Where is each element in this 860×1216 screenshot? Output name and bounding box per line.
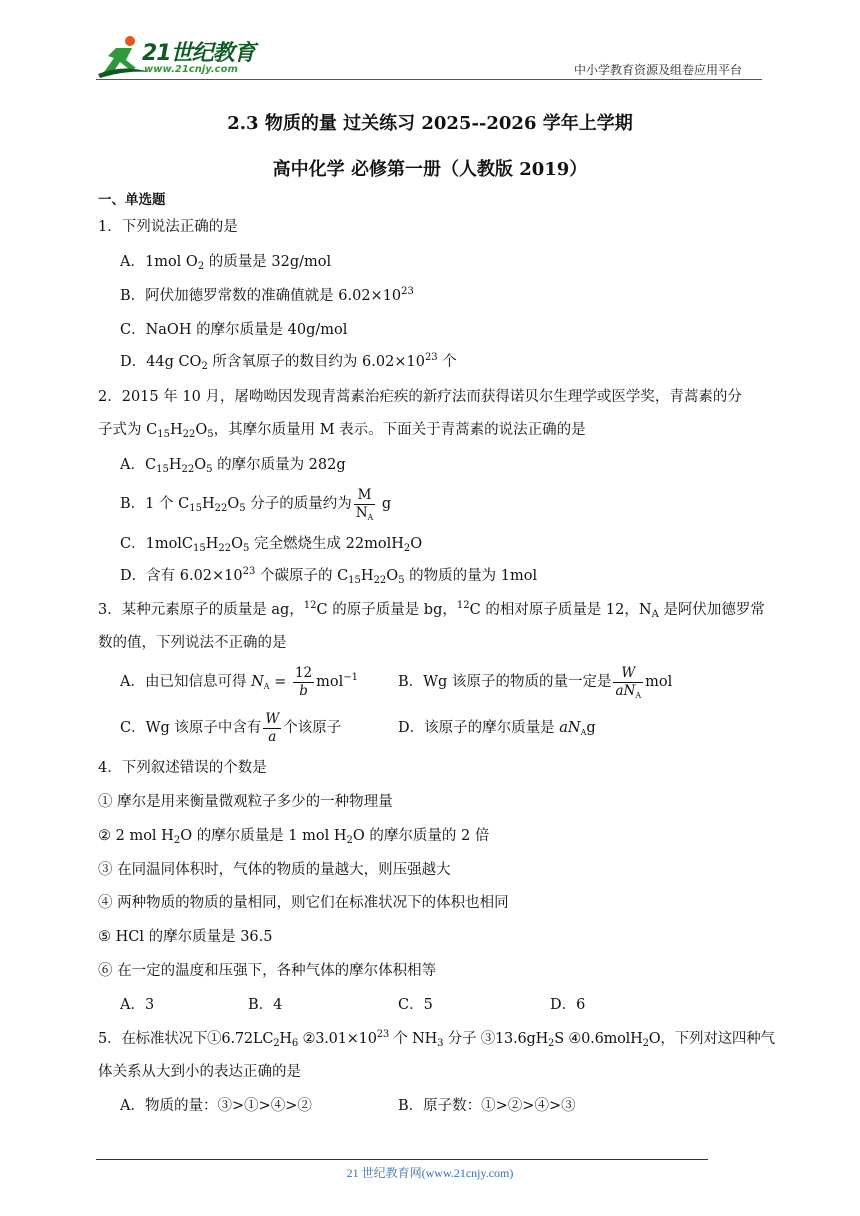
q2-b-fraction: $\frac{M}{N_A}$ bbox=[355, 486, 374, 522]
logo-url: www.21cnjy.com bbox=[144, 64, 238, 75]
q5-option-b: B．原子数：①>②>④>③ bbox=[398, 1098, 576, 1114]
footer-text: 21 世纪教育网(www.21cnjy.com) bbox=[346, 1166, 514, 1180]
q4-option-b: B．4 bbox=[248, 997, 283, 1013]
title-line-2: 高中化学 必修第一册（人教版 2019） bbox=[272, 159, 588, 180]
q3-b-fraction: $\frac{W}{aN_A}$ bbox=[615, 664, 642, 700]
q2-stem-line-2: 子式为 $C_{15}H_{22}O_5$，其摩尔质量用 M 表示。下面关于青蒿素的说法正确的是 bbox=[98, 422, 586, 440]
q2-option-b: B．1 个 $C_{15}H_{22}O_5$ 分子的质量约为 $\frac{M}{N_A}$ g bbox=[120, 486, 392, 522]
q3-c-fraction: $\frac{W}{a}$ bbox=[265, 710, 280, 745]
platform-name: 中小学教育资源及组卷应用平台 bbox=[574, 63, 743, 77]
q4-stem: 4．下列叙述错误的个数是 bbox=[98, 760, 267, 776]
q4-statement-6: ⑥ 在一定的温度和压强下，各种气体的摩尔体积相等 bbox=[98, 963, 437, 979]
q4-statement-4: ④ 两种物质的物质的量相同，则它们在标准状况下的体积也相同 bbox=[98, 895, 509, 911]
q3-stem-line-1: 3．某种元素原子的质量是 ag，$^{12}$C 的原子质量是 bg，$^{12}$C 的相对原子质量是 12，$N_A$ 是阿伏加德罗常 bbox=[98, 600, 765, 620]
section-heading: 一、单选题 bbox=[98, 192, 166, 208]
q1-option-a: A．1mol $O_2$ 的质量是 32g/mol bbox=[120, 254, 332, 272]
q3-option-d: D．该原子的摩尔质量是 $aN_Ag$ bbox=[398, 720, 596, 737]
header-logo bbox=[96, 34, 266, 80]
q1-option-c: C．NaOH 的摩尔质量是 40g/mol bbox=[120, 322, 348, 338]
q2-option-d: D．含有 $6.02\times 10^{23}$ 个碳原子的 $C_{15}H_{22}O_5$ 的物质的量为 1mol bbox=[120, 566, 538, 586]
q3-option-a: A．由已知信息可得 $N_A$ = $\frac{12}{b}$ mol$^{-1}$ bbox=[120, 664, 358, 699]
title-line-1: 2.3 物质的量 过关练习 2025--2026 学年上学期 bbox=[227, 113, 633, 134]
q4-statement-2: ② 2 mol $H_2O$ 的摩尔质量是 1 mol $H_2O$ 的摩尔质量的 2 倍 bbox=[98, 828, 490, 846]
q3-option-c: C．Wg 该原子中含有 $\frac{W}{a}$ 个该原子 bbox=[120, 710, 342, 745]
q1-stem: 1．下列说法正确的是 bbox=[98, 219, 238, 235]
q1-option-b: B．阿伏加德罗常数的准确值就是 $6.02\times 10^{23}$ bbox=[120, 286, 414, 304]
q4-statement-1: ① 摩尔是用来衡量微观粒子多少的一种物理量 bbox=[98, 794, 393, 810]
q2-stem-line-1: 2．2015 年 10 月，屠呦呦因发现青蒿素治疟疾的新疗法而获得诺贝尔生理学或医学奖，青蒿素的分 bbox=[98, 389, 742, 405]
q3-a-fraction: $\frac{12}{b}$ bbox=[294, 664, 313, 699]
q5-stem-line-2: 体关系从大到小的表达正确的是 bbox=[98, 1064, 301, 1080]
footer-rule bbox=[96, 1159, 708, 1160]
q2-option-c: C．$1molC_{15}H_{22}O_5$ 完全燃烧生成 22molH$_2$O bbox=[120, 536, 423, 554]
q3-stem-line-2: 数的值，下列说法不正确的是 bbox=[98, 635, 287, 651]
q3-option-b: B．Wg 该原子的物质的量一定是 $\frac{W}{aN_A}$ mol bbox=[398, 664, 673, 700]
q4-option-c: C．5 bbox=[398, 997, 433, 1013]
q5-option-a: A．物质的量：③>①>④>② bbox=[120, 1098, 312, 1114]
q4-option-a: A．3 bbox=[120, 997, 155, 1013]
header-rule bbox=[96, 79, 762, 80]
q2-option-a: A．$C_{15}H_{22}O_5$ 的摩尔质量为 282g bbox=[120, 457, 346, 475]
q1-option-d: D．44g $CO_2$ 所含氧原子的数目约为 $6.02\times 10^{23}$ 个 bbox=[120, 352, 457, 372]
logo-text: 21世纪教育 bbox=[142, 41, 255, 66]
q5-stem-line-1: 5．在标准状况下$①6.72LC_2H_6$ $②3.01\times 10^{23}$ 个 $NH_3$ 分子 $③13.6gH_2S$ ④0.6molH$_2$O，下列对这四种气 bbox=[98, 1029, 775, 1049]
q4-statement-3: ③ 在同温同体积时，气体的物质的量越大，则压强越大 bbox=[98, 862, 451, 878]
q4-statement-5: ⑤ HCl 的摩尔质量是 36.5 bbox=[98, 929, 273, 945]
q4-option-d: D．6 bbox=[550, 997, 586, 1013]
